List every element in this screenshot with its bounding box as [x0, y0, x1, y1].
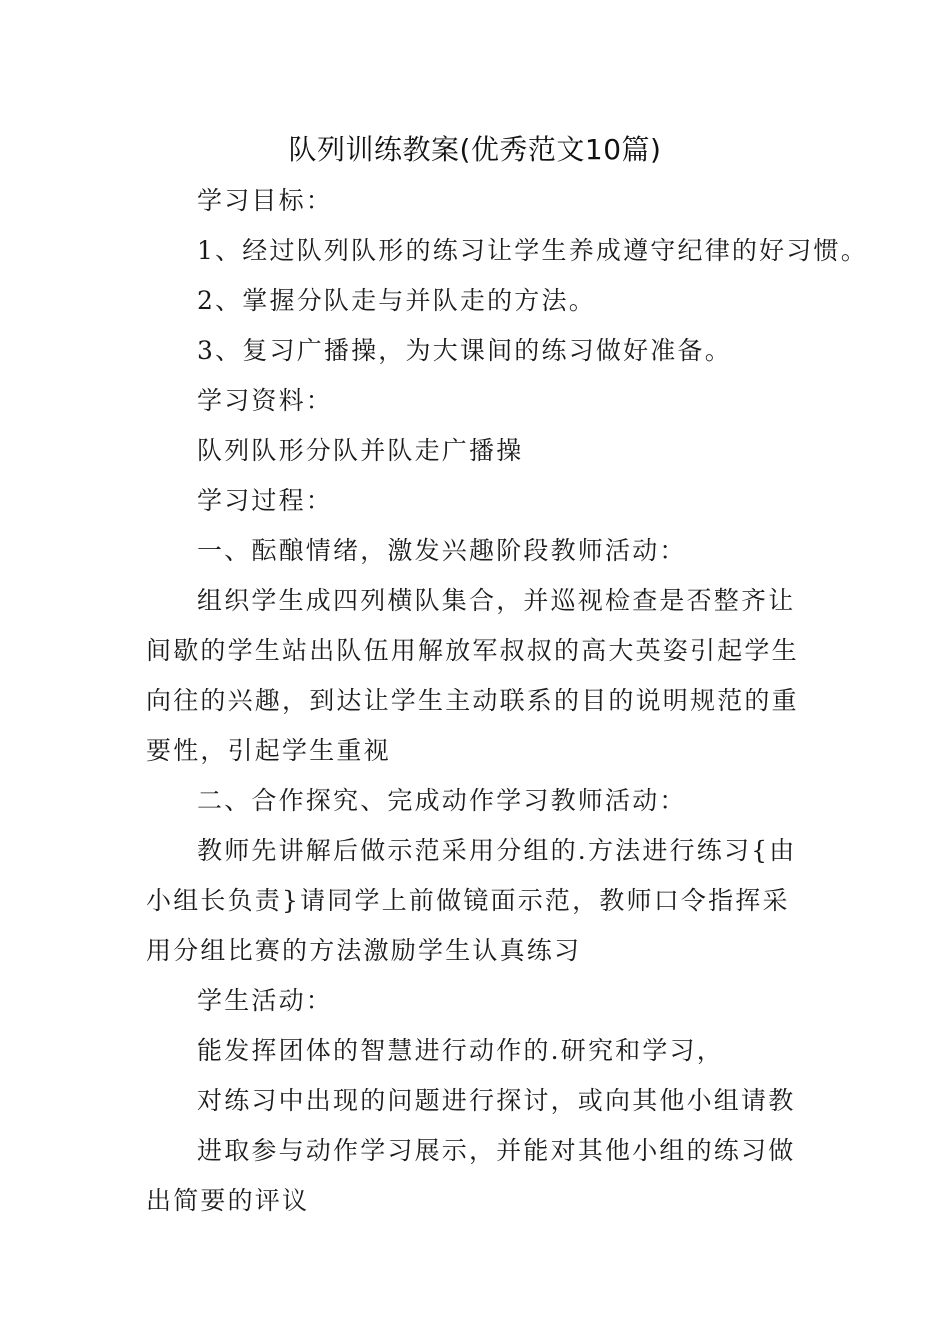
heading-learning-goals: 学习目标：	[197, 186, 334, 215]
section-one-heading: 一、酝酿情绪，激发兴趣阶段教师活动：	[197, 536, 687, 565]
student-activity-item-1: 能发挥团体的智慧进行动作的.研究和学习，	[197, 1036, 724, 1065]
materials-text: 队列队形分队并队走广播操	[197, 436, 524, 465]
document-title: 队列训练教案(优秀范文10篇)	[288, 133, 662, 166]
section-two-heading: 二、合作探究、完成动作学习教师活动：	[197, 786, 687, 815]
section-two-paragraph: 教师先讲解后做示范采用分组的.方法进行练习{由小组长负责}请同学上前做镜面示范，教师口令指挥采用分组比赛的方法激励学生认真练习	[146, 836, 797, 965]
heading-learning-process: 学习过程：	[197, 486, 334, 515]
document-body	[146, 176, 868, 1226]
goal-item-2: 2、掌握分队走与并队走的方法。	[197, 286, 596, 315]
goal-item-1: 1、经过队列队形的练习让学生养成遵守纪律的好习惯。	[197, 236, 868, 265]
heading-learning-materials: 学习资料：	[197, 386, 334, 415]
goal-item-3: 3、复习广播操，为大课间的练习做好准备。	[197, 336, 732, 365]
student-activity-item-3: 进取参与动作学习展示，并能对其他小组的练习做出简要的评议	[146, 1136, 796, 1215]
student-activity-heading: 学生活动：	[197, 986, 334, 1015]
student-activity-item-2: 对练习中出现的问题进行探讨，或向其他小组请教	[197, 1086, 796, 1115]
section-one-paragraph: 组织学生成四列横队集合，并巡视检查是否整齐让间歇的学生站出队伍用解放军叔叔的高大英姿引起学生向往的兴趣，到达让学生主动联系的目的说明规范的重要性，引起学生重视	[146, 586, 799, 765]
